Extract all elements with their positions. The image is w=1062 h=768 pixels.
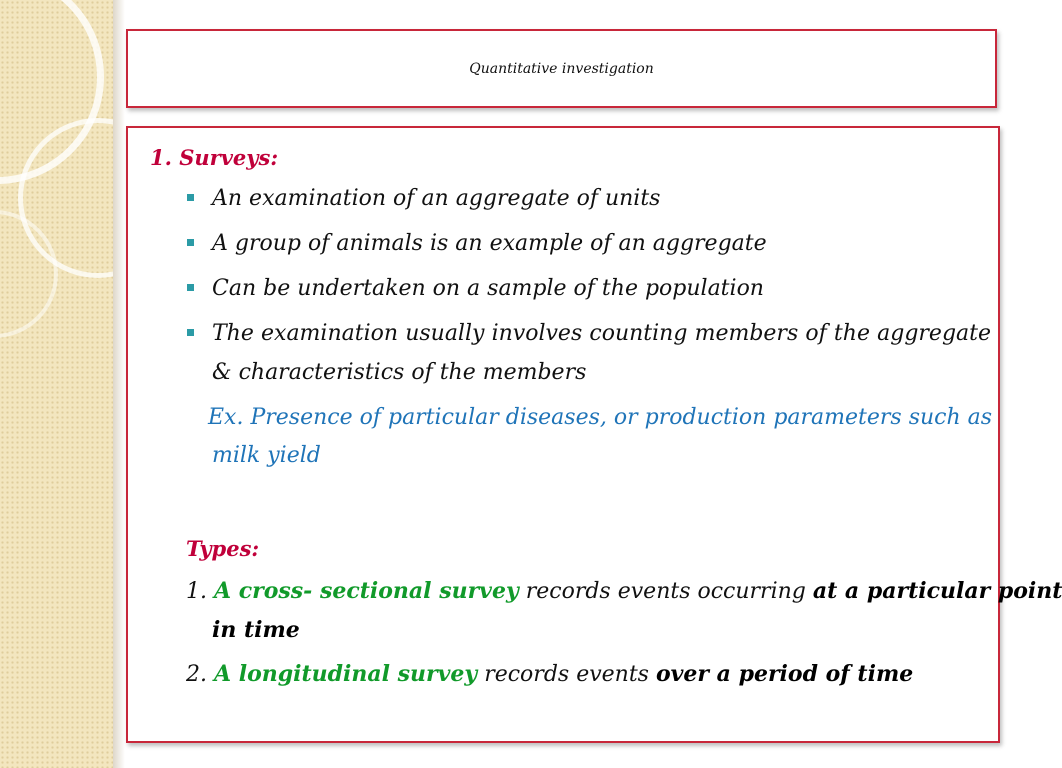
bullet-text: An examination of an aggregate of units [212, 186, 661, 211]
bullet-square-icon [187, 239, 194, 246]
bullet-square-icon [187, 194, 194, 201]
type-item-2-emphasis: over a period of time [655, 661, 914, 687]
type-item-2-term: A longitudinal survey [214, 661, 478, 687]
title-box [126, 29, 997, 108]
type-item-2-number: 2. [186, 662, 207, 687]
slide-title: Quantitative investigation [469, 60, 654, 77]
type-item-1-emphasis: at a particular point [812, 578, 1062, 604]
type-item-1-number: 1. [186, 579, 207, 604]
types-heading: Types: [186, 536, 260, 561]
example-text-line1: Ex. Presence of particular diseases, or production parameters such as [208, 405, 993, 430]
bullet-square-icon [187, 284, 194, 291]
type-item-2 [186, 661, 913, 687]
bullet-text: A group of animals is an example of an aggregate [212, 231, 767, 256]
example-text-line2: milk yield [212, 443, 321, 468]
bullet-text-line2: & characteristics of the members [212, 360, 587, 385]
type-item-1-line1 [186, 578, 1062, 604]
type-item-1-term: A cross- sectional survey [214, 578, 519, 604]
type-item-1-text: records events occurring [525, 579, 806, 604]
bullet-text-line1: The examination usually involves counting members of the aggregate [212, 321, 991, 346]
side-panel-shadow [113, 0, 125, 768]
content-box [126, 126, 1062, 743]
bullet-text: Can be undertaken on a sample of the population [212, 276, 764, 301]
section-heading: 1. Surveys: [150, 145, 279, 170]
bullet-square-icon [187, 329, 194, 336]
type-item-2-text: records events [484, 662, 649, 687]
decorative-side-panel [0, 0, 113, 768]
type-item-1-emphasis-continued: in time [212, 617, 300, 643]
